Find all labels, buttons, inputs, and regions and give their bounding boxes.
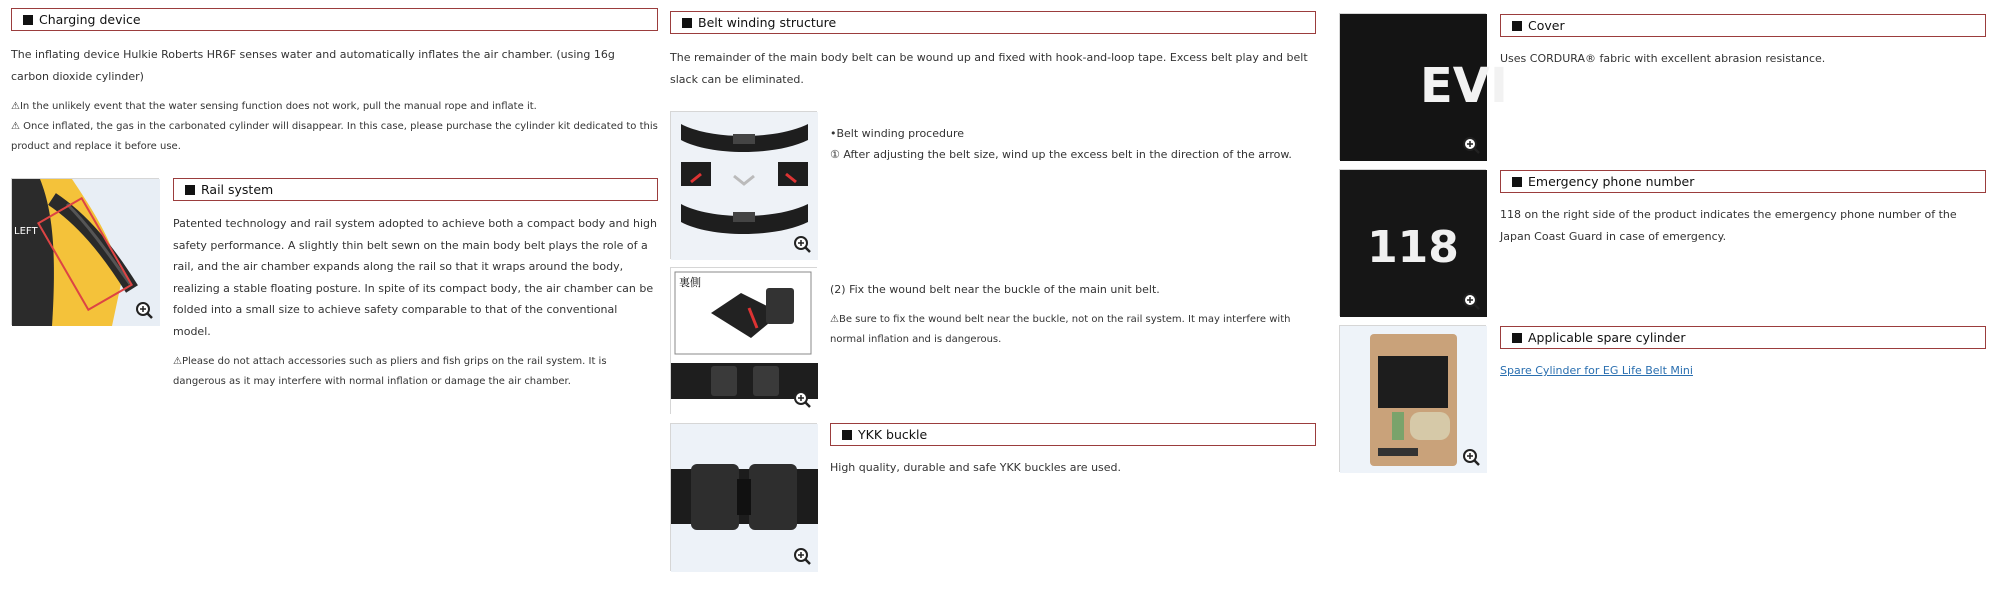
zoom-icon[interactable] <box>792 389 812 409</box>
square-bullet-icon <box>1512 333 1522 343</box>
rail-system-warning: ⚠Please do not attach accessories such as pliers and fish grips on the rail system. It is dangerous as it may interfere with normal inflation or damage the air chamber. <box>173 356 607 387</box>
square-bullet-icon <box>23 15 33 25</box>
rail-image-label: LEFT <box>14 226 38 237</box>
zoom-icon[interactable] <box>1461 135 1481 155</box>
spare-cylinder-heading: Applicable spare cylinder <box>1500 326 1986 349</box>
emergency-number-heading: Emergency phone number <box>1500 170 1986 193</box>
belt-procedure-image-2[interactable] <box>670 267 817 414</box>
square-bullet-icon <box>1512 177 1522 187</box>
cover-image[interactable] <box>1339 13 1508 160</box>
spare-cylinder-image[interactable] <box>1339 325 1486 472</box>
belt-procedure-image-1[interactable] <box>670 111 817 259</box>
ykk-buckle-heading: YKK buckle <box>830 423 1316 446</box>
belt-procedure-title: •Belt winding procedure <box>830 127 964 140</box>
emergency-image-text: 118 <box>1367 222 1459 273</box>
cover-image-text: EVI <box>1420 58 1508 114</box>
belt-procedure-step-1: ① After adjusting the belt size, wind up the excess belt in the direction of the arrow. <box>830 148 1292 161</box>
charging-warning-manual: ⚠In the unlikely event that the water sensing function does not work, pull the manual rope and inflate it. <box>11 101 537 112</box>
cover-description: Uses CORDURA® fabric with excellent abrasion resistance. <box>1500 52 1826 65</box>
charging-device-heading: Charging device <box>11 8 658 31</box>
rail-system-image[interactable] <box>11 178 159 325</box>
square-bullet-icon <box>842 430 852 440</box>
ykk-buckle-image[interactable] <box>670 423 817 571</box>
zoom-icon[interactable] <box>1461 447 1481 467</box>
charging-device-description: The inflating device Hulkie Roberts HR6F senses water and automatically inflates the air chamber. (using 16g carbon dioxide cylinder) <box>11 48 615 83</box>
zoom-icon[interactable] <box>134 300 154 320</box>
rail-system-heading: Rail system <box>173 178 658 201</box>
zoom-icon[interactable] <box>792 546 812 566</box>
emergency-number-image[interactable] <box>1339 169 1486 316</box>
belt-procedure-warning: ⚠Be sure to fix the wound belt near the buckle, not on the rail system. It may interfere with normal inflation and is dangerous. <box>830 314 1291 345</box>
emergency-number-description: 118 on the right side of the product indicates the emergency phone number of the Japan Coast Guard in case of emergency. <box>1500 208 1957 243</box>
belt-winding-description: The remainder of the main body belt can be wound up and fixed with hook-and-loop tape. Excess belt play and belt slack can be eliminated. <box>670 51 1308 86</box>
belt-image-2-label: 裏側 <box>679 276 701 289</box>
ykk-buckle-description: High quality, durable and safe YKK buckles are used. <box>830 461 1122 474</box>
cover-heading: Cover <box>1500 14 1986 37</box>
zoom-icon[interactable] <box>792 234 812 254</box>
rail-system-description: Patented technology and rail system adopted to achieve both a compact body and high safety performance. A slightly thin belt sewn on the main body belt plays the role of a rail, and the air chamber expands along the rail so that it wraps around the body, realizing a stable floating posture. In spite of its compact body, the air chamber can be folded into a small size to achieve safety comparable to that of the conventional model. <box>173 217 657 338</box>
spare-cylinder-link[interactable]: Spare Cylinder for EG Life Belt Mini <box>1500 364 1693 377</box>
square-bullet-icon <box>1512 21 1522 31</box>
belt-procedure-step-2: (2) Fix the wound belt near the buckle of the main unit belt. <box>830 283 1160 296</box>
square-bullet-icon <box>185 185 195 195</box>
charging-warning-cylinder: ⚠ Once inflated, the gas in the carbonated cylinder will disappear. In this case, please purchase the cylinder kit dedicated to this product and replace it before use. <box>11 121 658 152</box>
belt-winding-heading: Belt winding structure <box>670 11 1316 34</box>
square-bullet-icon <box>682 18 692 28</box>
zoom-icon[interactable] <box>1461 291 1481 311</box>
